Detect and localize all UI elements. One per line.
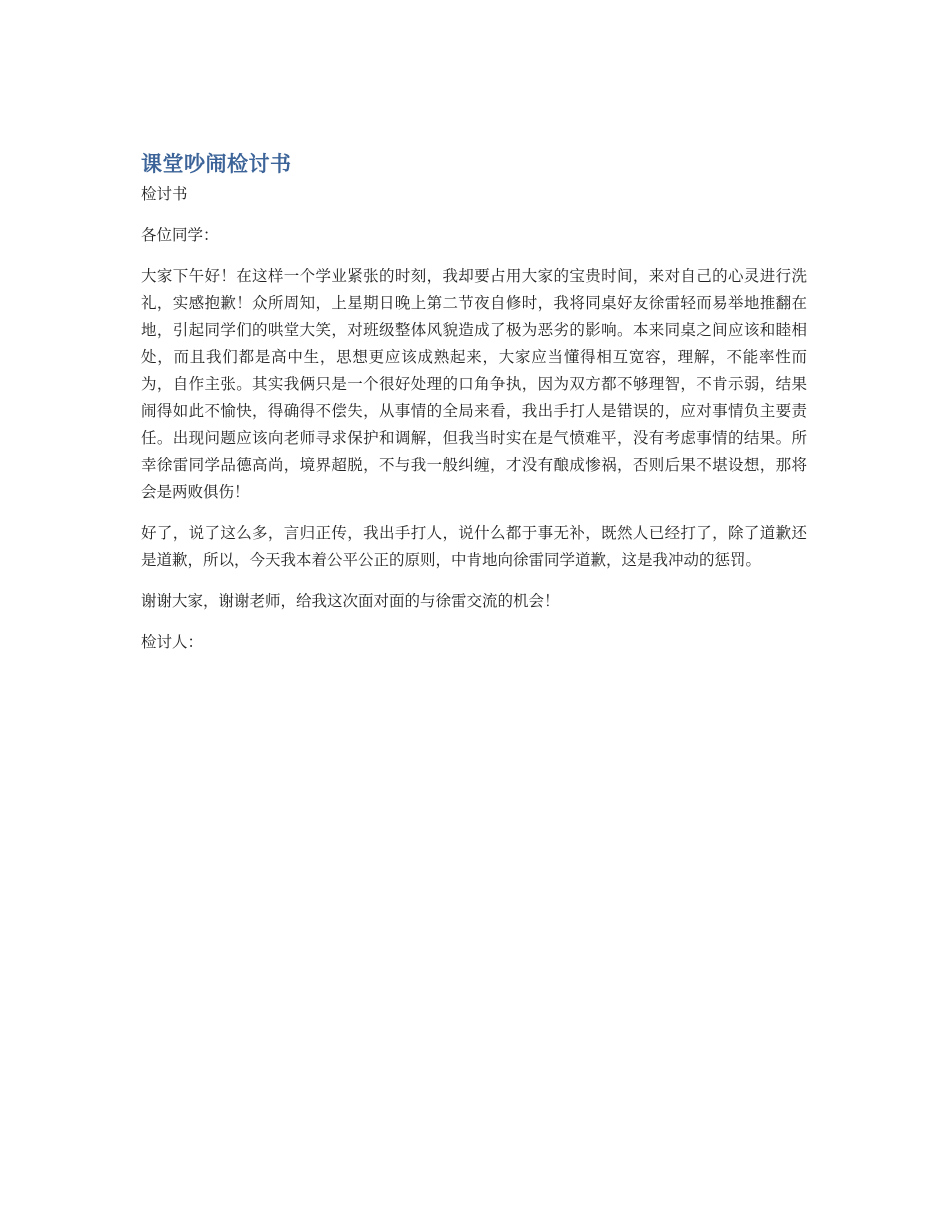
body-paragraph-1: 大家下午好！在这样一个学业紧张的时刻，我却要占用大家的宝贵时间，来对自己的心灵进行洗礼，实感抱歉！众所周知，上星期日晚上第二节夜自修时，我将同桌好友徐雷轻而易举地推翻在地，引起同学们的哄堂大笑，对班级整体风貌造成了极为恶劣的影响。本来同桌之间应该和睦相处，而且我们都是高中生，思想更应该成熟起来，大家应当懂得相互宽容，理解，不能率性而为，自作主张。其实我俩只是一个很好处理的口角争执，因为双方都不够理智，不肯示弱，结果闹得如此不愉快，得确得不偿失，从事情的全局来看，我出手打人是错误的，应对事情负主要责任。出现问题应该向老师寻求保护和调解，但我当时实在是气愤难平，没有考虑事情的结果。所幸徐雷同学品德高尚，境界超脱，不与我一般纠缠，才没有酿成惨祸，否则后果不堪设想，那将会是两败俱伤！ xyxy=(141,267,807,501)
body-paragraph-2: 好了，说了这么多，言归正传，我出手打人，说什么都于事无补，既然人已经打了，除了道歉还是道歉，所以，今天我本着公平公正的原则，中肯地向徐雷同学道歉，这是我冲动的惩罚。 xyxy=(141,524,807,569)
document-page xyxy=(141,148,807,670)
signature-label: 检讨人： xyxy=(141,633,204,651)
salutation: 各位同学： xyxy=(141,226,219,244)
document-subtitle: 检讨书 xyxy=(141,185,188,203)
body-paragraph-3: 谢谢大家，谢谢老师，给我这次面对面的与徐雷交流的机会！ xyxy=(141,592,560,610)
document-title: 课堂吵闹检讨书 xyxy=(141,152,292,176)
